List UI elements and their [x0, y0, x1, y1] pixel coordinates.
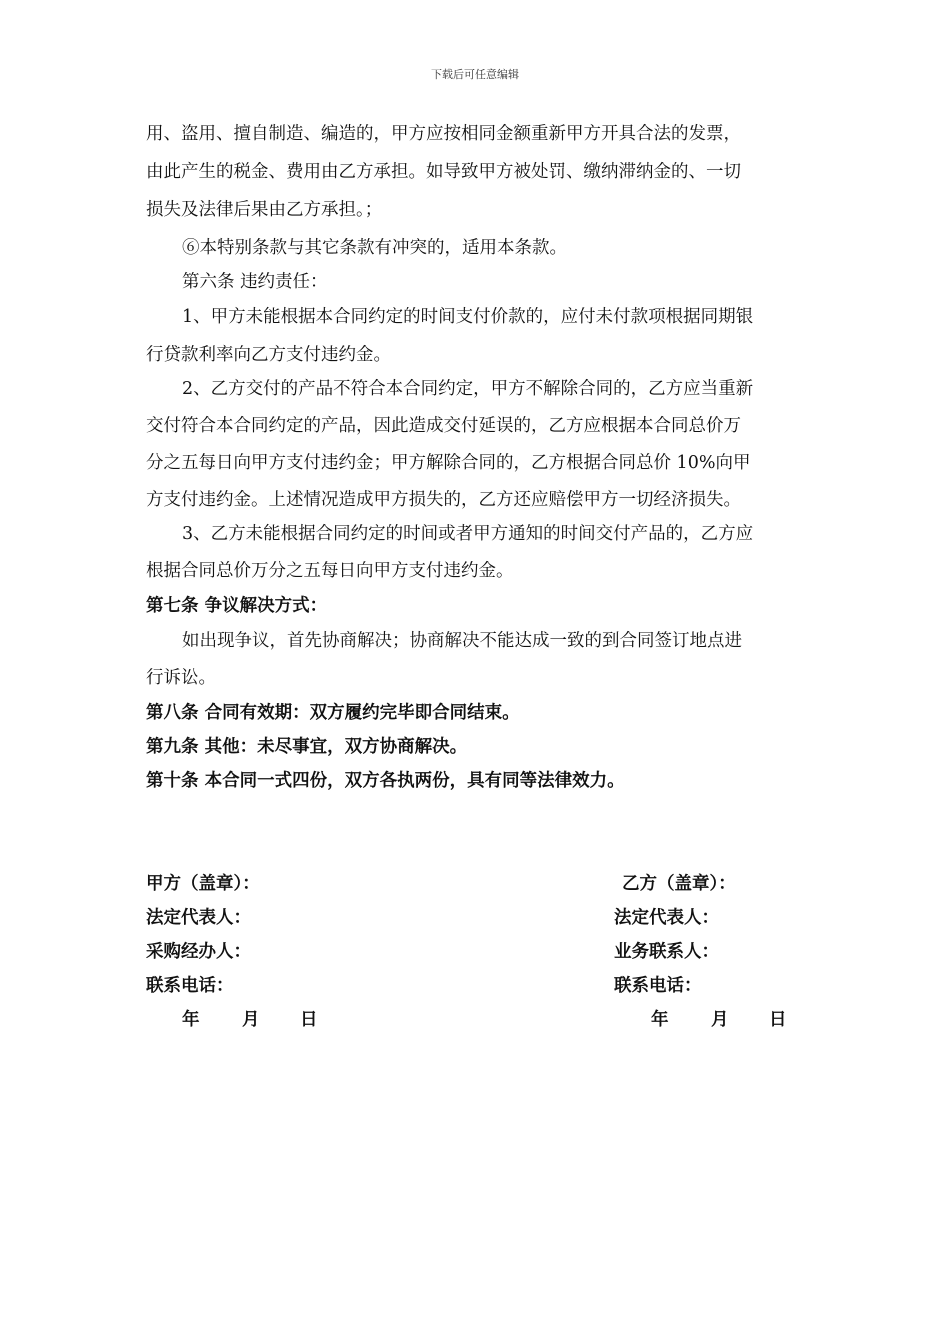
party-b-year-label: 年	[651, 1010, 669, 1030]
body-line-1: 用、盗用、擅自制造、编造的，甲方应按相同金额重新甲方开具合法的发票，	[146, 124, 741, 144]
party-b-legal-rep-label: 法定代表人：	[614, 908, 719, 928]
article-6-heading: 第六条 违约责任：	[182, 272, 328, 292]
article-6-item-2-line-1: 2、乙方交付的产品不符合本合同约定，甲方不解除合同的，乙方应当重新	[182, 379, 754, 399]
party-b-day-label: 日	[769, 1010, 787, 1030]
article-7-text-line-1: 如出现争议，首先协商解决；协商解决不能达成一致的到合同签订地点进	[182, 631, 742, 651]
party-a-agent-label: 采购经办人：	[146, 942, 251, 962]
party-b-contact-label: 业务联系人：	[614, 942, 719, 962]
page-header-note: 下载后可任意编辑	[431, 68, 519, 81]
article-6-item-3-line-1: 3、乙方未能根据合同约定的时间或者甲方通知的时间交付产品的，乙方应	[182, 524, 754, 544]
party-b-signature-block	[614, 872, 787, 1032]
special-clause-6: ⑥本特别条款与其它条款有冲突的，适用本条款。	[182, 238, 567, 258]
article-10: 第十条 本合同一式四份，双方各执两份，具有同等法律效力。	[146, 771, 625, 791]
article-6-item-3-line-2: 根据合同总价万分之五每日向甲方支付违约金。	[146, 561, 514, 581]
party-a-month-label: 月	[242, 1010, 260, 1030]
article-6-item-2-line-2: 交付符合本合同约定的产品，因此造成交付延误的，乙方应根据本合同总价万	[146, 416, 741, 436]
article-9: 第九条 其他：未尽事宜，双方协商解决。	[146, 737, 468, 757]
party-a-year-label: 年	[182, 1010, 200, 1030]
party-a-phone-label: 联系电话：	[146, 976, 234, 996]
party-b-date	[614, 1008, 787, 1032]
party-a-seal-label: 甲方（盖章）：	[146, 874, 260, 894]
party-a-legal-rep-label: 法定代表人：	[146, 908, 251, 928]
party-a-day-label: 日	[300, 1010, 318, 1030]
party-b-month-label: 月	[711, 1010, 729, 1030]
body-line-2: 由此产生的税金、费用由乙方承担。如导致甲方被处罚、缴纳滞纳金的、一切	[146, 162, 741, 182]
party-a-signature-block	[146, 872, 318, 1032]
party-a-date	[146, 1008, 318, 1032]
article-6-item-1-line-2: 行贷款利率向乙方支付违约金。	[146, 345, 391, 365]
article-8: 第八条 合同有效期：双方履约完毕即合同结束。	[146, 703, 520, 723]
article-6-item-2-line-3: 分之五每日向甲方支付违约金；甲方解除合同的，乙方根据合同总价 10%向甲	[146, 453, 751, 473]
article-7-text-line-2: 行诉讼。	[146, 668, 216, 688]
party-b-phone-label: 联系电话：	[614, 976, 702, 996]
article-6-item-1-line-1: 1、甲方未能根据本合同约定的时间支付价款的，应付未付款项根据同期银	[182, 307, 754, 327]
party-b-seal-label: 乙方（盖章）：	[622, 874, 736, 894]
body-line-3: 损失及法律后果由乙方承担。；	[146, 200, 383, 220]
article-6-item-2-line-4: 方支付违约金。上述情况造成甲方损失的，乙方还应赔偿甲方一切经济损失。	[146, 490, 741, 510]
article-7-heading: 第七条 争议解决方式：	[146, 596, 328, 616]
